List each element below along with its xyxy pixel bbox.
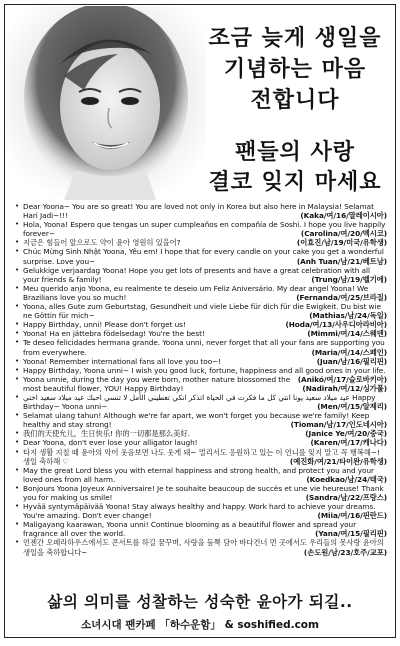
message-signature: (Karen/여/17/캐나다) — [310, 438, 387, 448]
message-signature: (Carolina/여/20/멕시코) — [300, 229, 387, 239]
fan-message: • Te deseo felicidades hermana grande. Yoona unni, never forget that all your fans are supporting you from everywhere. (Maria/여/14/스페인) — [15, 338, 387, 357]
fan-message-list — [15, 202, 387, 557]
message-signature: (Koedkao/남/24/태국) — [306, 474, 387, 484]
fan-message: • 언젠간 오페라하우스에서도 콘서트를 하길 꿈꾸며, 사랑을 듬뿍 담아 바다건너 먼 곳에서도 우리들의 못사랑 윤아의 생일을 축하합니다~ (손도원/남/23/호주/교포) — [15, 538, 387, 557]
bullet-icon: • — [15, 265, 20, 274]
fan-message: • Happy Birthday, unni! Please don't forget us! (Hoda/여/13/사우디아라비아) — [15, 320, 387, 330]
fan-message: • Gelukkige verjaardag Yoona! Hope you get lots of presents and have a great celebration with all your friends & family! (Trung/남/19/벨기에) — [15, 265, 387, 284]
fan-message: • Yoona unnie, during the day you were born, mother nature blossomed the most beautiful flower, YOU! Happy Birthday! (Nadirah/여/12/싱가폴) — [15, 374, 387, 393]
bullet-icon: • — [15, 447, 20, 456]
message-signature: (Trung/남/19/벨기에) — [311, 274, 387, 284]
message-signature: (Mimmi/여/14/스웨덴) — [307, 329, 387, 339]
bullet-icon: • — [15, 520, 20, 529]
bullet-icon: • — [15, 356, 20, 365]
bullet-icon: • — [15, 329, 20, 338]
message-signature: (Anh Tuan/남/21/베트남) — [296, 256, 387, 266]
fan-message: • 타지 생활 지칠 때 윤아의 악어 웃음보면 나도 웃게 돼~ 멀리서도 응원하고 있는 이 언니를 잊지 말고 꼭 행복해~! 생일 축하해 ♡ (예진화/여/21/타이완/유학생) — [15, 447, 387, 466]
message-signature: (예진화/여/21/타이완/유학생) — [289, 456, 387, 466]
message-signature: (Hoda/여/13/사우디아라비아) — [285, 320, 387, 330]
message-signature: (Juan/남/16/필리핀) — [316, 356, 387, 366]
bullet-icon: • — [15, 320, 20, 329]
headline-line-5: 결코 잊지 마세요 — [208, 170, 382, 195]
bullet-icon: • — [15, 465, 20, 474]
message-signature: (Janice Ye/여/20/중국) — [305, 429, 387, 439]
message-signature: (Miia/여/16/핀란드) — [317, 511, 387, 521]
closing-message: 삶의 의미를 성찰하는 성숙한 윤아가 되길.. — [47, 593, 353, 611]
bullet-icon: • — [15, 429, 20, 438]
headline-line-2: 기념하는 마음 — [223, 57, 367, 82]
bullet-icon: • — [15, 338, 20, 347]
bullet-icon: • — [15, 220, 20, 229]
message-signature: (Anikó/여/17/슬로바키아) — [297, 374, 387, 384]
bullet-icon: • — [15, 238, 20, 247]
headline-line-4: 팬들의 사랑 — [235, 140, 355, 165]
headline — [200, 23, 390, 198]
headline-line-3: 전합니다 — [250, 88, 340, 113]
bullet-icon: • — [15, 302, 20, 311]
fan-message: • Happy Birthday, Yoona unni~ I wish you good luck, fortune, happiness and all good ones in your life. (Anikó/여/17/슬로바키아) — [15, 365, 387, 384]
bullet-icon: • — [15, 392, 20, 401]
message-signature: (손도원/남/23/호주/교포) — [303, 547, 387, 557]
fan-message: • Bonjours Yoona Joyeux Anniversaire! Je te souhaite beaucoup de succès et une vie heureuse! Thank you for making us smile! (Sandra/남/22/프랑스) — [15, 483, 387, 502]
bullet-icon: • — [15, 365, 20, 374]
fan-message: • 지금은 힘들어 앞으로도 약이 윤아 영원히 있을어? (이효진/남/19/미국/유학생) — [15, 238, 387, 248]
birthday-ad-page — [4, 4, 396, 638]
fan-message: • عيد ميلاد سعيد يونا انتي كل ما فكرت في الحياة اتذكر انكي تعطيني الأمل لا تنسي احبك عيد ميلاد سعيد اختي Happy Birthday~ Yoona unni~ (Men/여/15/알제리) — [15, 392, 387, 412]
fan-message: • Yoona! Ha en jättebra födelsedag! You're the best! (Mimmi/여/14/스웨덴) — [15, 329, 387, 339]
fan-message: • 我们的天使允儿，生日快乐! 你的一切都是那么美好. (Janice Ye/여/20/중국) — [15, 429, 387, 439]
fan-message: • Chúc Mừng Sinh Nhật Yoona, Yêu em! I hope that for every candle on your cake you get a wonderful surprise. Love you~ (Anh Tuan/남/21/베트남) — [15, 247, 387, 266]
bullet-icon: • — [15, 502, 20, 511]
portrait-photo — [6, 6, 206, 200]
message-signature: (Yana/여/15/필리핀) — [315, 529, 387, 539]
bullet-icon: • — [15, 202, 20, 210]
fan-message: • Yoona! Remember international fans all love you too~! (Juan/남/16/필리핀) — [15, 356, 387, 366]
fan-message: • Dear Yoona~ You are so great! You are loved not only in Korea but also here in Malaysia! Selamat Hari Jadi~!!! (Kaka/여/16/말레이시아) — [15, 202, 387, 221]
fan-message: • Hyvää syntymäpäivää Yoona! Stay always healthy and happy. Work hard to achieve your dreams. You're amazing. Don't ever change! (Miia/여/16/핀란드) — [15, 502, 387, 521]
fan-message: • Hola, Yoona! Espero que tengas un super cumpleaños en compañía de Soshi. I hope you live happily forever~ (Carolina/여/20/멕시코) — [15, 220, 387, 239]
footer-credit: 소녀시대 팬카페 「하수운함」 & soshified.com — [81, 619, 319, 631]
bullet-icon: • — [15, 247, 20, 256]
fan-message: • May the great Lord bless you with eternal happiness and strong health, and protect you and your loved ones from all harm. (Koedkao/남/24/태국) — [15, 465, 387, 484]
bullet-icon: • — [15, 283, 20, 292]
bullet-icon: • — [15, 411, 20, 420]
message-signature: (Fernanda/여/25/브라질) — [296, 292, 387, 302]
message-signature: (Mathias/남/24/독일) — [309, 311, 387, 321]
headline-line-1: 조금 늦게 생일을 — [208, 26, 382, 51]
message-signature: (Tioman/남/17/인도네시아) — [290, 420, 387, 430]
message-signature: (Kaka/여/16/말레이시아) — [300, 211, 387, 221]
message-signature: (Maria/여/14/스페인) — [311, 347, 387, 357]
message-signature: (Nadirah/여/12/싱가폴) — [302, 383, 387, 393]
bullet-icon: • — [15, 483, 20, 492]
fan-message: • Meu querido anjo Yoona, eu realmente te deseio um Feliz Aniversário. My dear angel Yoona! We Brazilians love you so much! (Fernanda/여/25/브라질) — [15, 283, 387, 302]
fan-message: • Yoona, alles Gute zum Geburtstag, Gesundheit und viele Liebe für dich für die Ewigkeit. Du bist wie ne Göttin für mich~ (Mathias/남/24/독일) — [15, 302, 387, 321]
fan-message: • Maligayang kaarawan, Yoona unni! Continue blooming as a beautiful flower and spread your fragrance all over the world. (Yana/여/15/필리핀) — [15, 520, 387, 539]
bullet-icon: • — [15, 538, 20, 547]
fan-message: • Dear Yoona, don't ever lose your alligator laugh! (Karen/여/17/캐나다) — [15, 438, 387, 448]
bullet-icon: • — [15, 438, 20, 447]
bullet-icon: • — [15, 374, 20, 383]
message-signature: (Men/여/15/알제리) — [317, 402, 387, 412]
fan-message: • Selamat ulang tahun! Although we're far apart, we won't forget you because we're family! Keep healthy and stay strong! (Tioman/남/17/인도네시아) — [15, 411, 387, 430]
message-signature: (Sandra/남/22/프랑스) — [305, 493, 387, 502]
message-signature: (이효진/남/19/미국/유학생) — [296, 238, 387, 248]
